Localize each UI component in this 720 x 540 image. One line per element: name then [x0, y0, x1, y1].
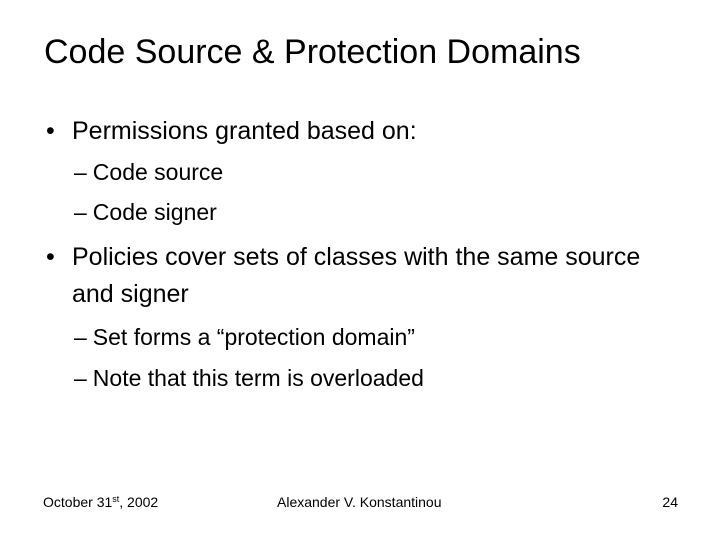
- sub-item-text: Note that this term is overloaded: [92, 365, 424, 391]
- sub-item: [74, 157, 223, 187]
- bullet-glyph: •: [46, 117, 55, 145]
- page-number: 24: [662, 494, 678, 510]
- dash-glyph: –: [74, 199, 87, 225]
- footer-author: Alexander V. Konstantinou: [277, 494, 442, 510]
- sub-item-text: Set forms a “protection domain”: [92, 324, 415, 350]
- sub-item: [74, 363, 424, 393]
- dash-glyph: –: [74, 365, 87, 391]
- footer-date-rest: , 2002: [119, 494, 159, 510]
- bullet-text: Policies cover sets of classes with the same source and signer: [72, 243, 641, 308]
- slide-title: Code Source & Protection Domains: [44, 33, 581, 71]
- bullet-item: [46, 239, 646, 313]
- bullet-glyph: •: [46, 243, 55, 271]
- bullet-item: [46, 113, 646, 150]
- dash-glyph: –: [74, 159, 87, 185]
- footer-date: [43, 493, 158, 511]
- sub-item: [74, 197, 217, 227]
- footer-date-suffix: st: [112, 494, 120, 504]
- sub-item-text: Code source: [92, 159, 224, 185]
- dash-glyph: –: [74, 324, 87, 350]
- sub-item: [74, 322, 415, 352]
- bullet-text: Permissions granted based on:: [72, 117, 417, 145]
- sub-item-text: Code signer: [92, 199, 217, 225]
- footer-date-prefix: October 31: [43, 494, 113, 510]
